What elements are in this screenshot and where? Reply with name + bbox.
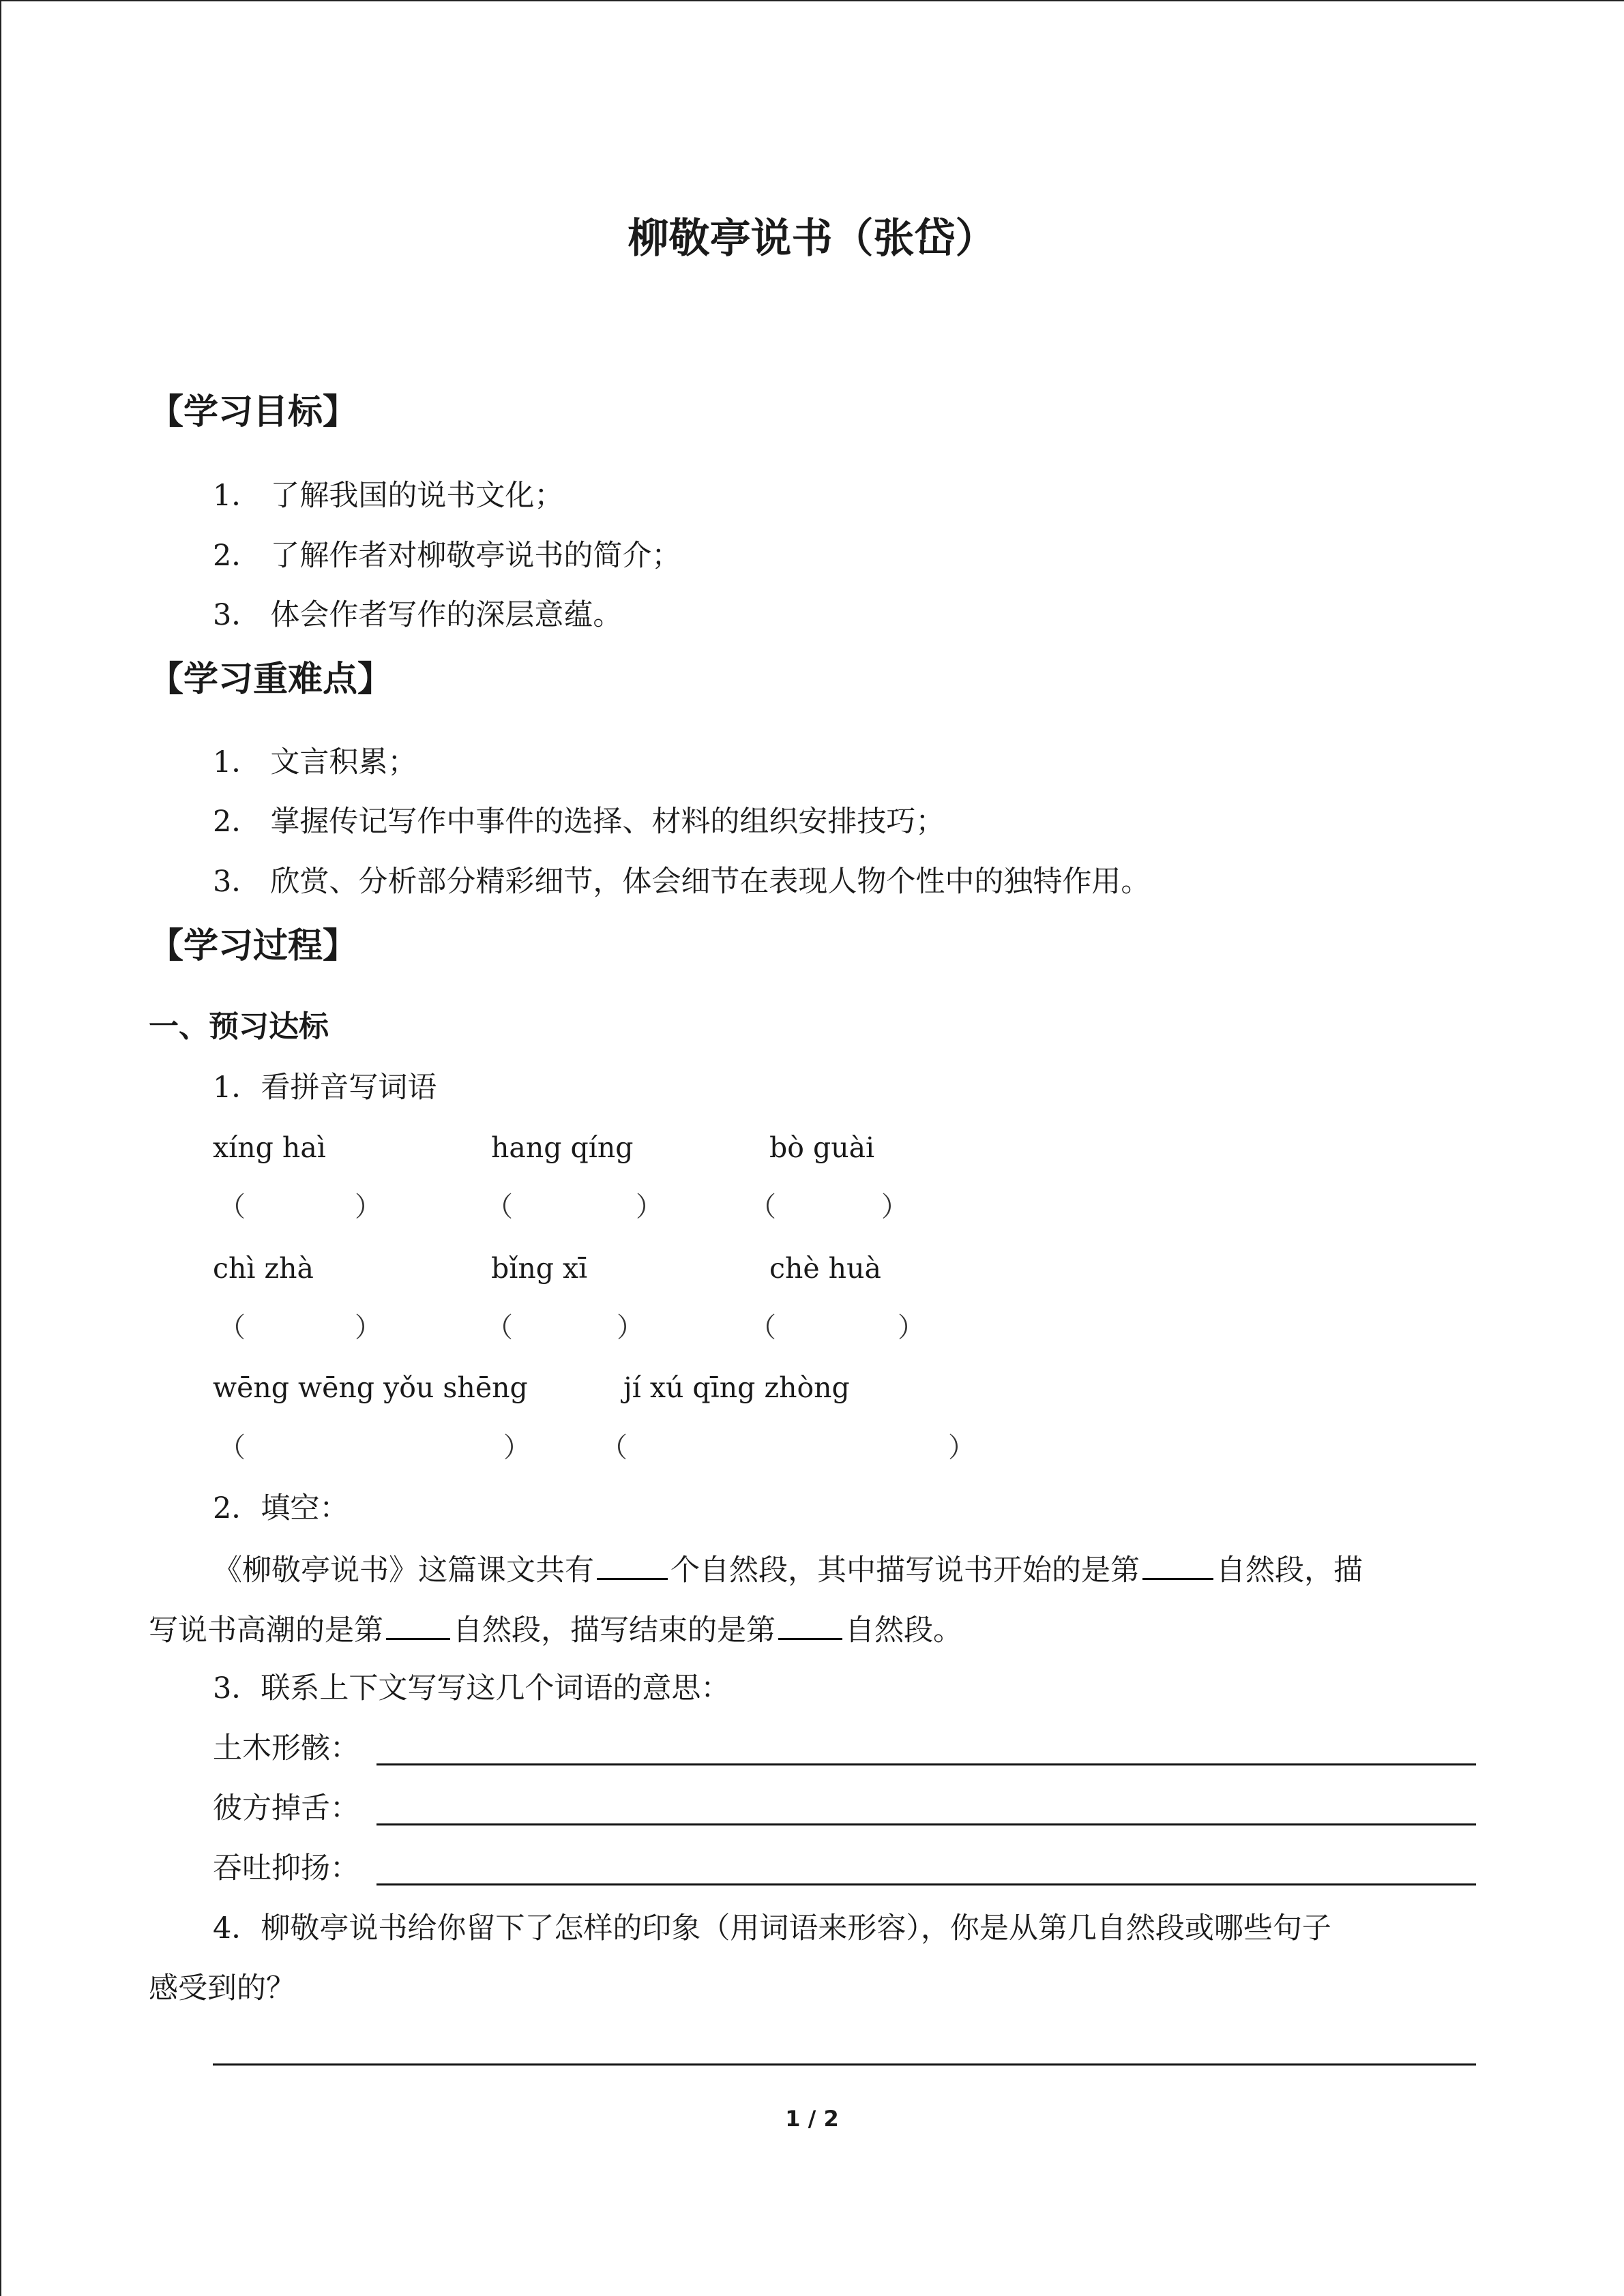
fill-blank[interactable] xyxy=(1142,1548,1213,1580)
key-point-item-2 xyxy=(213,801,945,842)
q2-text: 自然段。 xyxy=(845,1613,962,1648)
goal-item-num: 2． xyxy=(213,539,261,573)
answer-paren-open: （ xyxy=(486,1312,513,1343)
q3-label: 3．联系上下文写写这几个词语的意思： xyxy=(213,1671,730,1705)
q2-line-2 xyxy=(149,1608,962,1651)
q1-label: 1．看拼音写词语 xyxy=(213,1071,437,1105)
q2-label: 2．填空： xyxy=(213,1491,349,1525)
answer-paren-close: ） xyxy=(617,1312,644,1343)
answer-paren-open: （ xyxy=(600,1432,628,1463)
goal-item-text: 体会作者写作的深层意蕴。 xyxy=(270,598,623,632)
pinyin-1: xíng haì xyxy=(213,1131,326,1164)
answer-line[interactable] xyxy=(213,2063,1476,2066)
q4-line-1: 4．柳敬亭说书给你留下了怎样的印象（用词语来形容），你是从第几自然段或哪些句子 xyxy=(213,1911,1331,1945)
goal-item-2 xyxy=(213,535,681,576)
process-heading: 【学习过程】 xyxy=(149,926,358,966)
q2-text: 自然段，描写结束的是第 xyxy=(453,1613,776,1648)
answer-line[interactable] xyxy=(377,1883,1476,1885)
answer-paren-close: ） xyxy=(355,1312,382,1343)
goal-item-text: 了解作者对柳敬亭说书的简介； xyxy=(270,539,681,573)
key-point-text: 掌握传记写作中事件的选择、材料的组织安排技巧； xyxy=(270,805,945,839)
fill-blank[interactable] xyxy=(597,1548,668,1580)
q2-text: 写说书高潮的是第 xyxy=(149,1613,383,1648)
goal-item-num: 3． xyxy=(213,598,261,632)
pinyin-7: wēng wēng yǒu shēng xyxy=(213,1371,528,1404)
pinyin-6: chè huà xyxy=(769,1252,881,1285)
answer-line[interactable] xyxy=(377,1823,1476,1825)
q3-term-1: 土木形骸： xyxy=(213,1731,359,1765)
key-point-item-3 xyxy=(213,861,1150,902)
q2-text: 个自然段，其中描写说书开始的是第 xyxy=(670,1553,1140,1587)
key-point-num: 1． xyxy=(213,745,261,779)
answer-paren-close: ） xyxy=(503,1432,531,1463)
pinyin-4: chì zhà xyxy=(213,1252,314,1285)
q2-line-1 xyxy=(213,1548,1363,1591)
answer-paren-close: ） xyxy=(898,1312,925,1343)
goal-item-3 xyxy=(213,595,622,636)
answer-line[interactable] xyxy=(377,1763,1476,1765)
key-points-heading: 【学习重难点】 xyxy=(149,659,393,700)
answer-paren-open: （ xyxy=(486,1191,513,1223)
goal-item-1 xyxy=(213,475,563,516)
answer-paren-open: （ xyxy=(749,1191,776,1223)
goals-heading: 【学习目标】 xyxy=(149,392,358,432)
q4-line-2: 感受到的？ xyxy=(149,1971,295,2006)
answer-paren-open: （ xyxy=(218,1312,246,1343)
q2-text: 自然段，描 xyxy=(1216,1553,1363,1587)
page-title: 柳敬亭说书（张岱） xyxy=(628,215,996,263)
answer-paren-close: ） xyxy=(881,1191,909,1223)
goal-item-num: 1． xyxy=(213,479,261,513)
pinyin-3: bò guài xyxy=(769,1131,875,1164)
answer-paren-close: ） xyxy=(948,1432,975,1463)
key-point-num: 3． xyxy=(213,865,261,899)
key-point-text: 文言积累； xyxy=(270,745,417,779)
pinyin-2: hang qíng xyxy=(491,1131,634,1164)
pinyin-8: jí xú qīng zhòng xyxy=(623,1371,850,1404)
q3-term-2: 彼方掉舌： xyxy=(213,1791,359,1825)
q3-term-3: 吞吐抑扬： xyxy=(213,1851,359,1885)
fill-blank[interactable] xyxy=(386,1608,450,1640)
key-point-item-1 xyxy=(213,742,417,783)
q2-text: 《柳敬亭说书》这篇课文共有 xyxy=(213,1553,594,1587)
answer-paren-open: （ xyxy=(218,1191,246,1223)
fill-blank[interactable] xyxy=(778,1608,842,1640)
key-point-num: 2． xyxy=(213,805,261,839)
page-number: 1 / 2 xyxy=(785,2106,839,2132)
preview-heading: 一、预习达标 xyxy=(149,1009,329,1044)
pinyin-5: bǐng xī xyxy=(491,1252,588,1285)
key-point-text: 欣赏、分析部分精彩细节，体会细节在表现人物个性中的独特作用。 xyxy=(270,865,1151,899)
answer-paren-open: （ xyxy=(218,1432,246,1463)
answer-paren-open: （ xyxy=(749,1312,776,1343)
answer-paren-close: ） xyxy=(355,1191,382,1223)
answer-paren-close: ） xyxy=(636,1191,663,1223)
goal-item-text: 了解我国的说书文化； xyxy=(270,479,564,513)
